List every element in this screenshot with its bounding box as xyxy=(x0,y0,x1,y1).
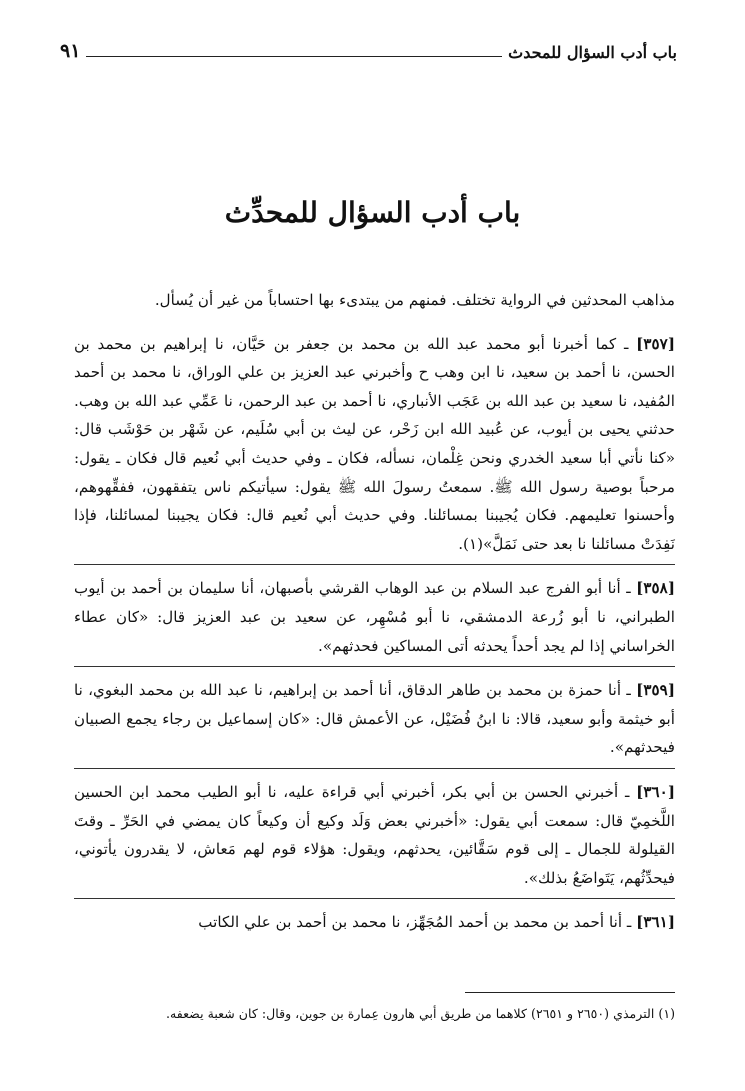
narration-text: ـ أنا حمزة بن محمد بن طاهر الدقاق، أنا أحمد بن إبراهيم، نا عبد الله بن محمد البغوي، نا أبو خيثمة وأبو سعيد، قالا: نا ابنُ فُضَيْل، عن الأعمش قال: «كان إسماعيل بن رجاء يجمع الصبيان فيحدثهم». xyxy=(74,681,675,757)
narration-text: ـ أنا أحمد بن محمد بن أحمد المُجَهِّز، نا محمد بن أحمد بن علي الكاتب xyxy=(198,913,632,932)
narration-number: [٣٦٠] xyxy=(636,782,675,801)
header-rule xyxy=(86,56,502,57)
running-header xyxy=(60,36,677,62)
page-number: ٩١ xyxy=(60,40,81,62)
narration-number: [٣٦١] xyxy=(636,913,675,932)
narration-text: ـ أنا أبو الفرج عبد السلام بن عبد الوهاب القرشي بأصبهان، أنا سليمان بن أحمد بن أيوب الطبراني، نا أبو زُرعة الدمشقي، نا أبو مُسْهِر، عن سعيد بن عبد العزيز قال: «كان عطاء الخراساني إذا لم يجد أحداً يحدثه أتى المساكين فحدثهم». xyxy=(74,579,675,655)
chapter-title: باب أدب السؤال للمحدِّث xyxy=(224,196,521,229)
narration-360 xyxy=(74,768,675,892)
narration-number: [٣٥٩] xyxy=(636,681,675,700)
narration-359 xyxy=(74,666,675,762)
footnote: (١) الترمذي (٢٦٥٠ و ٢٦٥١) كلاهما من طريق أبي هارون عِمارة بن جوين، وقال: كان شعبة يضعفه. xyxy=(165,1006,675,1021)
narration-text: ـ كما أخبرنا أبو محمد عبد الله بن محمد بن جعفر بن حَيَّان، نا إبراهيم بن محمد بن الحسن، نا أحمد بن سعيد، نا ابن وهب ح وأخبرني عبد العزيز بن علي الوراق، نا محمد بن أحمد المُفيد، نا سعيد بن عبد الله بن عَجَب الأنباري، نا أحمد بن عبد الرحمن، نا عَمِّي عبد الله بن وهب. حدثني يحيى بن أيوب، عن عُبيد الله ابن زَحْر، عن ليث بن أبي سُلَيم، عن شَهْر بن حَوْشَب قال: «كنا نأتي أبا سعيد الخدري ونحن غِلْمان، نسأله، فكان ـ وفي حديث أبي نُعيم قال فكان ـ يقول: مرحباً بوصية رسول الله ﷺ. سمعتُ رسولَ الله ﷺ يقول: سيأتيكم ناس يتفقهون، ففقِّهوهم، وأحسنوا تعليمهم. فكان يُجيبنا بمسائلنا. وفي حديث أبي نُعيم قال: فكان يجيبنا لمسائلنا، فإذا نَفِدَتْ مسائلنا نا بعد حتى نَمَلَّ»(١). xyxy=(74,334,675,553)
body-text xyxy=(74,286,675,943)
intro-paragraph: مذاهب المحدثين في الرواية تختلف. فمنهم من يبتدىء بها احتساباً من غير أن يُسأل. xyxy=(154,291,675,309)
narration-361 xyxy=(74,898,675,937)
narration-357 xyxy=(74,330,675,559)
footnote-separator xyxy=(465,992,675,993)
narration-number: [٣٥٨] xyxy=(636,579,676,598)
narration-number: [٣٥٧] xyxy=(636,334,675,353)
narration-358 xyxy=(74,564,675,660)
narration-text: ـ أخبرني الحسن بن أبي بكر، أخبرني أبي قراءة عليه، نا أبو الطيب محمد ابن الحسين اللَّخمِيّ قال: سمعت أبي يقول: «أخبرني بعض وَلَد وكيع أن وكيعاً كان يمضي في الحَرِّ ـ وقتَ القيلولة للجمال ـ إلى قوم سَقَّائين، يحدثهم، ويقول: هؤلاء قوم لهم مَعاش، لا يقدرون يأتوني، فيحدِّثُهم، يَتَواضَعُ بذلك». xyxy=(74,782,675,887)
running-title: باب أدب السؤال للمحدث xyxy=(508,43,677,62)
